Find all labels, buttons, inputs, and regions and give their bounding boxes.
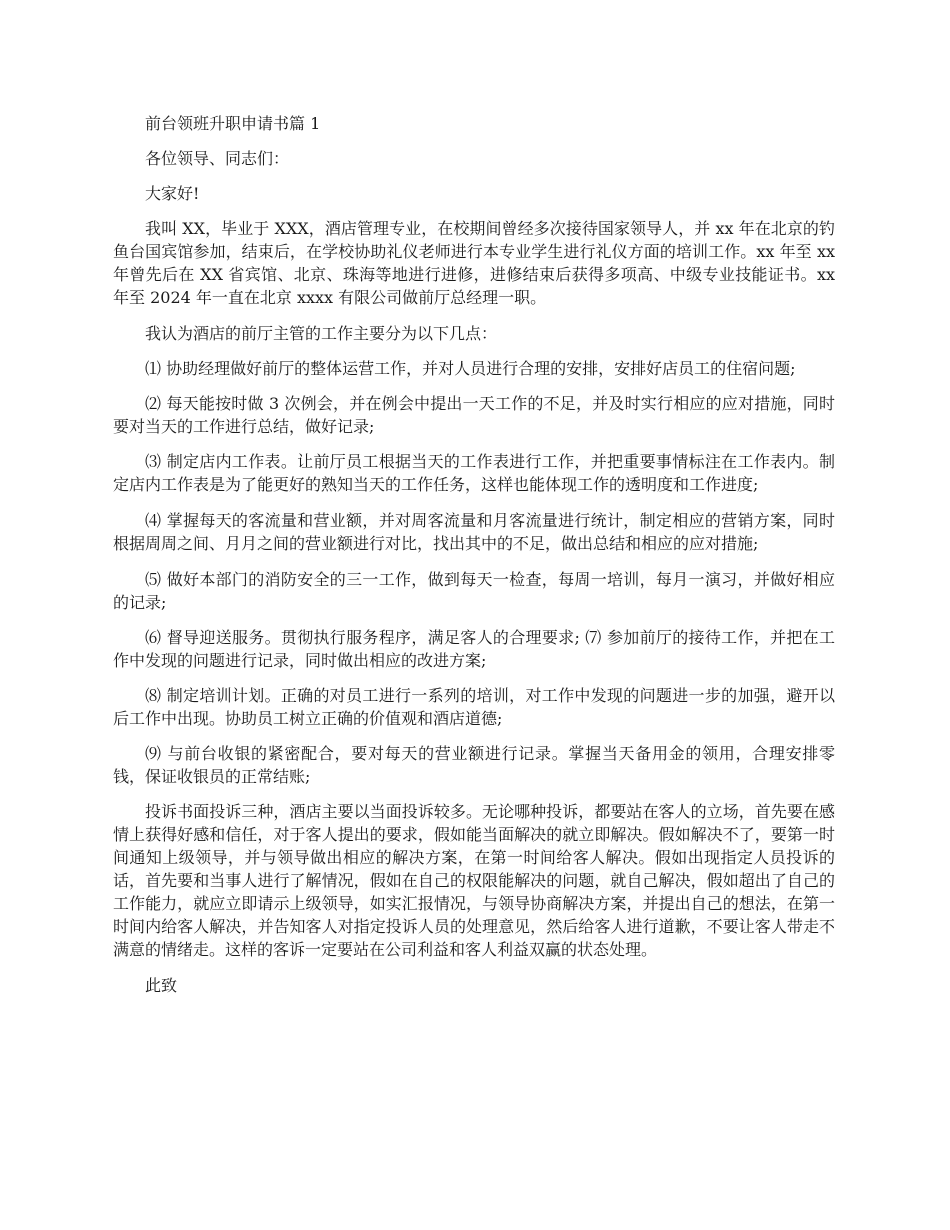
document-page	[113, 112, 835, 1009]
greeting: 大家好!	[145, 184, 200, 203]
duty-item-3: ⑶ 制定店内工作表。让前厅员工根据当天的工作表进行工作，并把重要事情标注在工作表内。制定店内工作表是为了能更好的熟知当天的工作任务，这样也能体现工作的透明度和工作进度;	[113, 452, 835, 494]
duty-item-4: ⑷ 掌握每天的客流量和营业额，并对周客流量和月客流量进行统计，制定相应的营销方案，同时根据周周之间、月月之间的营业额进行对比，找出其中的不足，做出总结和相应的应对措施;	[113, 511, 835, 553]
duty-item-9: ⑼ 与前台收银的紧密配合，要对每天的营业额进行记录。掌握当天备用金的领用，合理安排零钱，保证收银员的正常结账;	[113, 744, 835, 786]
duty-item-6-7: ⑹ 督导迎送服务。贯彻执行服务程序，满足客人的合理要求; ⑺ 参加前厅的接待工作，并把在工作中发现的问题进行记录，同时做出相应的改进方案;	[113, 628, 835, 670]
duty-item-1: ⑴ 协助经理做好前厅的整体运营工作，并对人员进行合理的安排，安排好店员工的住宿问题;	[145, 359, 796, 378]
complaint-paragraph: 投诉书面投诉三种，酒店主要以当面投诉较多。无论哪种投诉，都要站在客人的立场，首先要在感情上获得好感和信任，对于客人提出的要求，假如能当面解决的就立即解决。假如解决不了，要第一时间通知上级领导，并与领导做出相应的解决方案，在第一时间给客人解决。假如出现指定人员投诉的话，首先要和当事人进行了解情况，假如在自己的权限能解决的问题，就自己解决，假如超出了自己的工作能力，就应立即请示上级领导，如实汇报情况，与领导协商解决方案，并提出自己的想法，在第一时间内给客人解决，并告知客人对指定投诉人员的处理意见，然后给客人进行道歉，不要让客人带走不满意的情绪走。这样的客诉一定要站在公司利益和客人利益双赢的状态处理。	[113, 802, 835, 959]
closing: 此致	[145, 976, 178, 995]
intro-paragraph: 我叫 XX，毕业于 XXX，酒店管理专业，在校期间曾经多次接待国家领导人，并 xx 年在北京的钓鱼台国宾馆参加，结束后，在学校协助礼仪老师进行本专业学生进行礼仪方面的培训工作。xx 年至 xx 年曾先后在 XX 省宾馆、北京、珠海等地进行进修，进修结束后获得多项高、中级专业技能证书。xx 年至 2024 年一直在北京 xxxx 有限公司做前厅总经理一职。	[113, 219, 835, 307]
lead-paragraph: 我认为酒店的前厅主管的工作主要分为以下几点：	[145, 324, 498, 343]
document-title: 前台领班升职申请书篇 1	[145, 114, 321, 133]
duty-item-8: ⑻ 制定培训计划。正确的对员工进行一系列的培训，对工作中发现的问题进一步的加强，避开以后工作中出现。协助员工树立正确的价值观和酒店道德;	[113, 686, 835, 728]
salutation: 各位领导、同志们：	[145, 149, 290, 168]
duty-item-5: ⑸ 做好本部门的消防安全的三一工作，做到每天一检查，每周一培训，每月一演习，并做好相应的记录;	[113, 570, 835, 612]
duty-item-2: ⑵ 每天能按时做 3 次例会，并在例会中提出一天工作的不足，并及时实行相应的应对措施，同时要对当天的工作进行总结，做好记录;	[113, 394, 835, 436]
